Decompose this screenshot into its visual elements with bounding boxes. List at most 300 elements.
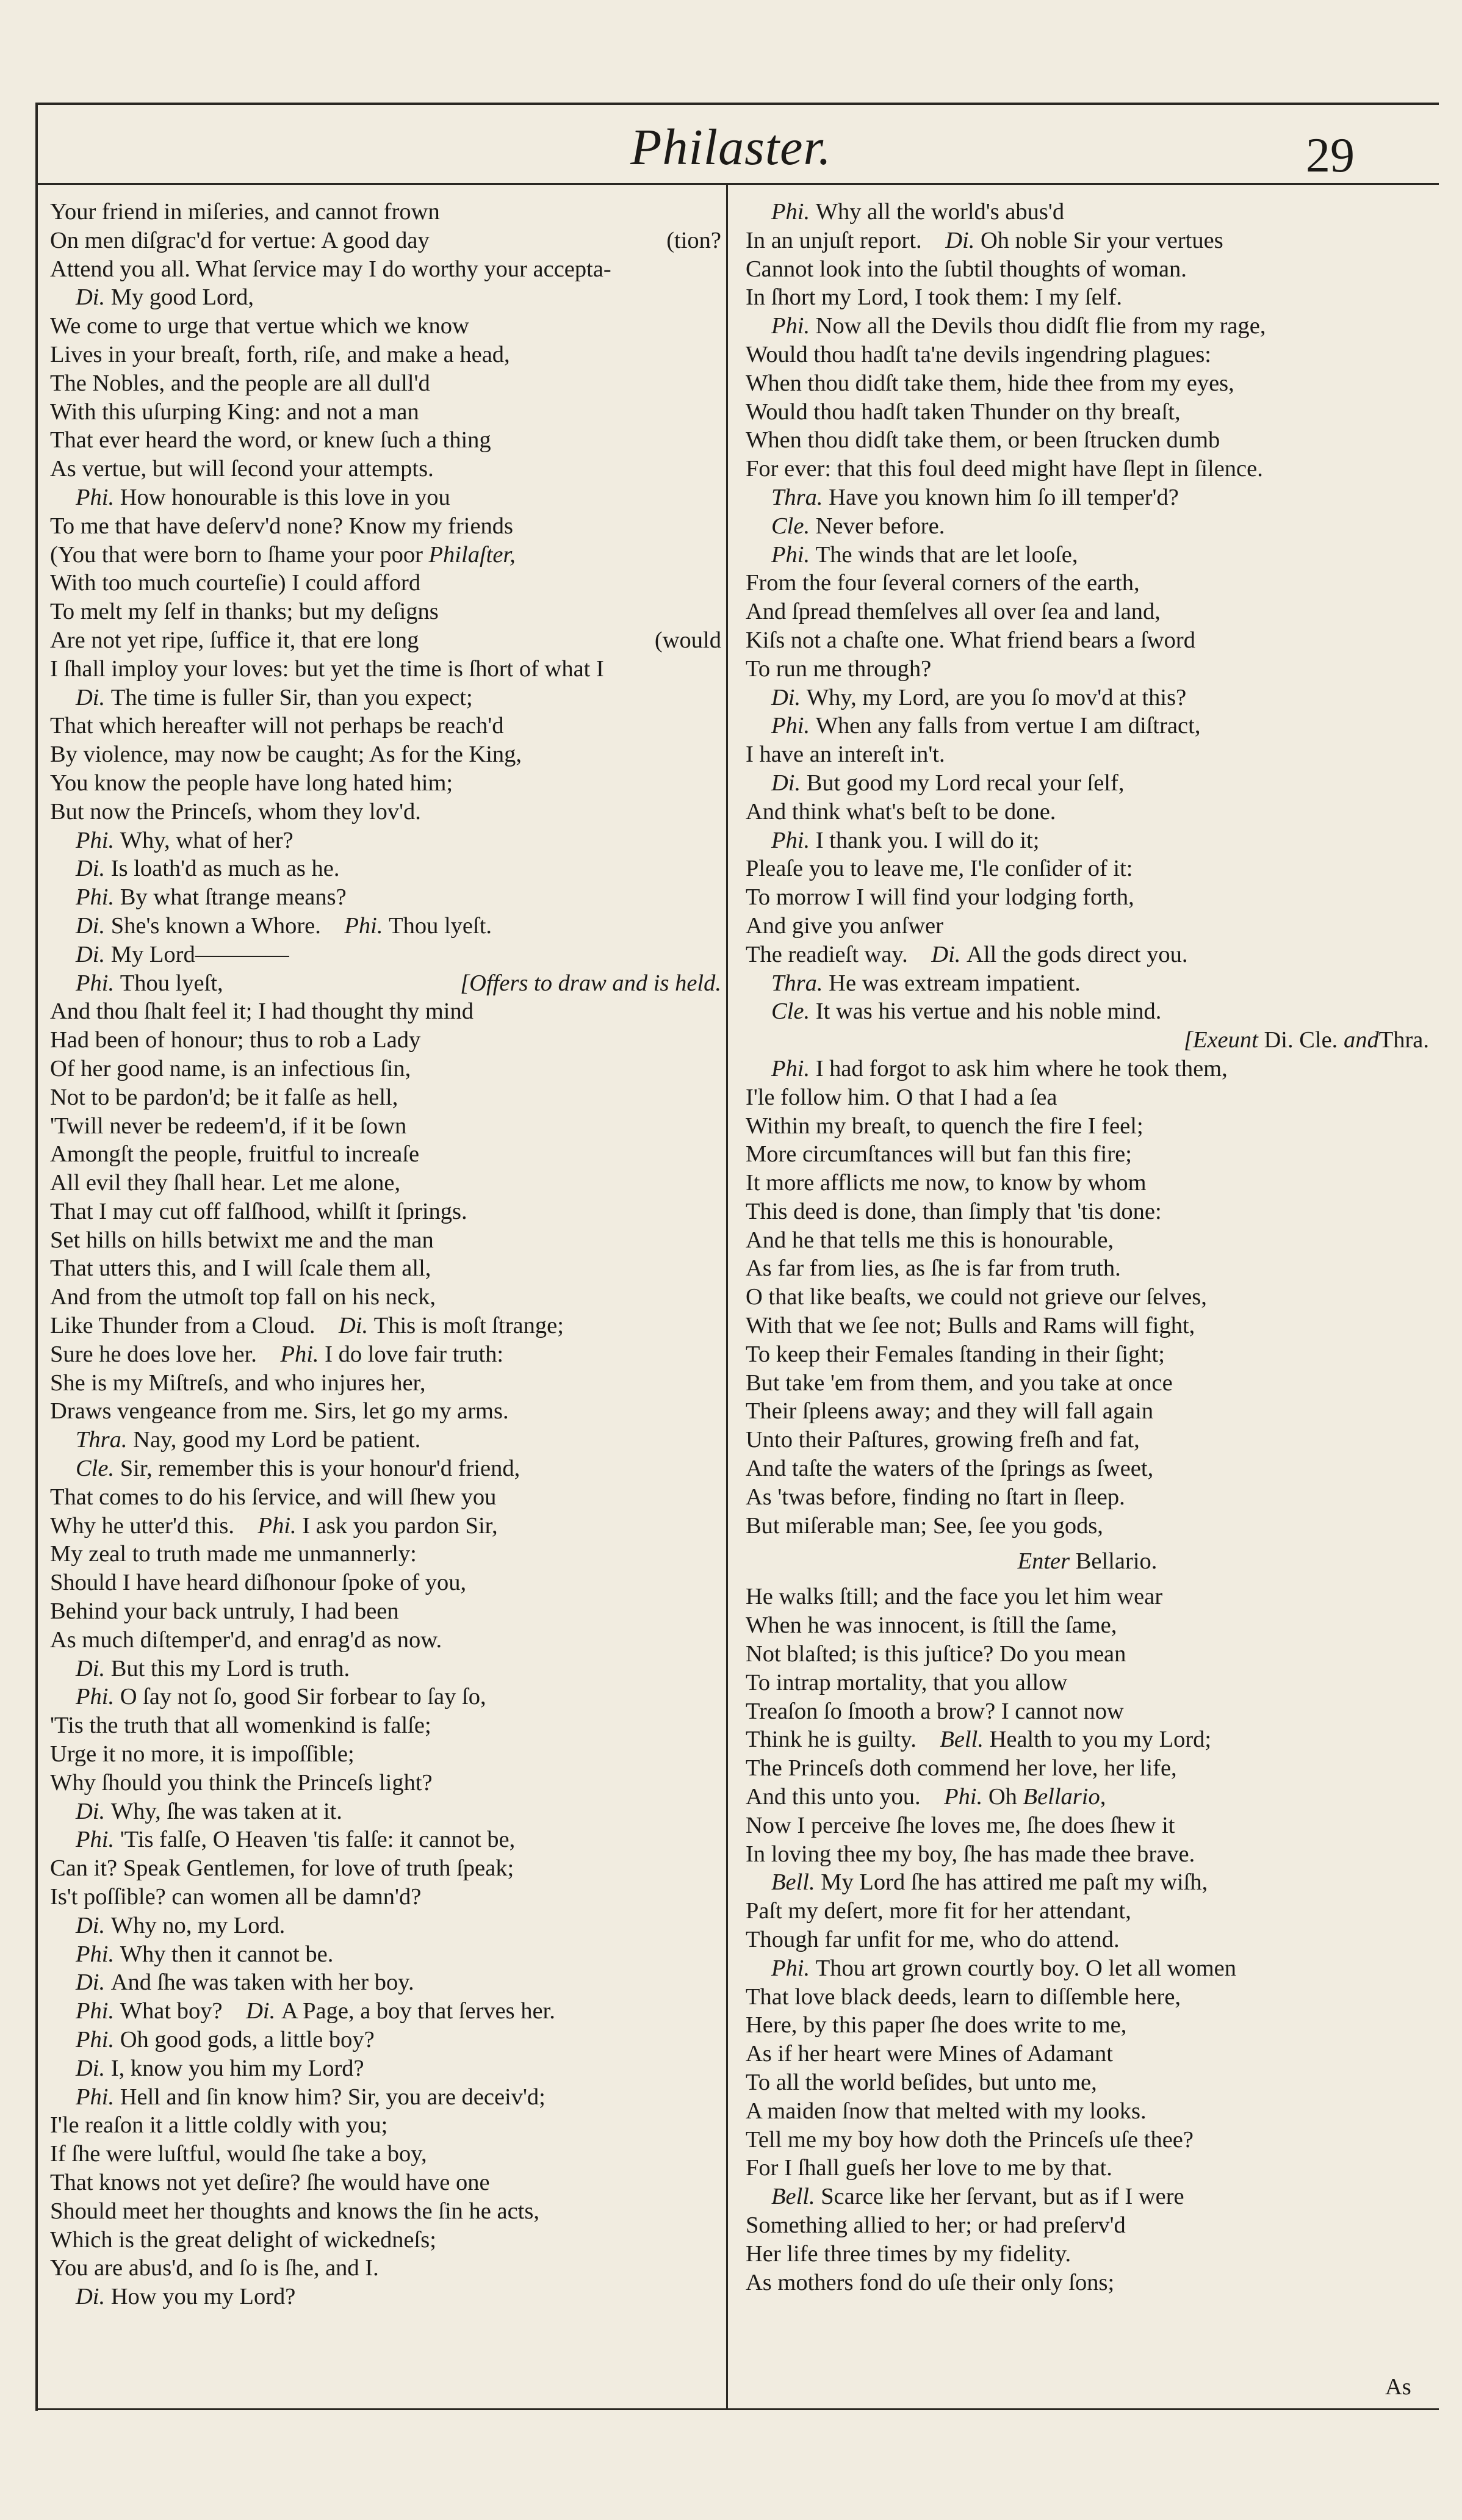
text-line (746, 1397, 1429, 1426)
speaker-prefix: Di. (76, 912, 111, 939)
text-line (746, 1169, 1429, 1197)
text-line (50, 684, 721, 712)
text-line (50, 226, 721, 255)
text-line (50, 883, 721, 912)
text-line (746, 483, 1429, 512)
verse-text: Like Thunder from a Cloud. (50, 1313, 315, 1339)
speaker-prefix: Phi. (944, 1784, 988, 1810)
verse-text: From the four ſeveral corners of the earth, (746, 570, 1140, 596)
verse-text: Cannot look into the ſubtil thoughts of woman. (746, 256, 1187, 282)
verse-text: To run me through? (746, 655, 932, 682)
text-line (50, 1055, 721, 1083)
text-line (50, 512, 721, 541)
speaker-prefix: Di. (771, 684, 807, 710)
speaker-prefix: Di. (76, 284, 111, 311)
text-line (50, 1283, 721, 1312)
text-line (746, 2154, 1429, 2182)
verse-text: Sure he does love her. (50, 1341, 257, 1367)
verse-text: Are not yet ripe, ſuffice it, that ere long (50, 627, 419, 653)
left-column (50, 198, 721, 2311)
verse-text: Nay, good my Lord be patient. (133, 1427, 421, 1453)
verse-text: Unto their Paſtures, growing freſh and fat, (746, 1427, 1140, 1453)
verse-text: Why, my Lord, are you ſo mov'd at this? (806, 684, 1187, 710)
text-line (50, 2254, 721, 2283)
text-line (50, 1312, 721, 1340)
text-line (50, 341, 721, 369)
verse-text: Of her good name, is an infectious ſin, (50, 1055, 411, 1081)
stage-direction: and (1343, 1027, 1379, 1053)
text-line (746, 1754, 1429, 1783)
verse-text: Treaſon ſo ſmooth a brow? I cannot now (746, 1698, 1124, 1724)
text-line (746, 2097, 1429, 2126)
text-line (746, 854, 1429, 883)
stage-direction: [Exeunt (1183, 1027, 1264, 1053)
verse-text: Urge it no more, it is impoſſible; (50, 1741, 355, 1767)
verse-text: Your friend in miſeries, and cannot frown (50, 199, 440, 225)
text-line (50, 1369, 721, 1398)
verse-text: In ſhort my Lord, I took them: I my ſelf. (746, 284, 1122, 311)
text-line (50, 1454, 721, 1483)
verse-text: O ſay not ſo, good Sir forbear to ſay ſo, (120, 1684, 486, 1710)
text-line (746, 1811, 1429, 1840)
verse-text: The time is fuller Sir, than you expect; (110, 684, 473, 710)
text-line (50, 940, 721, 969)
speaker-prefix: Di. (771, 770, 807, 796)
verse-text: And ſhe was taken with her boy. (110, 1969, 414, 1996)
top-rule (35, 103, 1439, 105)
text-line (50, 626, 721, 655)
text-line (746, 2126, 1429, 2154)
verse-text: That love black deeds, learn to diſſemble here, (746, 1984, 1181, 2010)
stage-direction: Enter (1017, 1548, 1076, 1575)
text-line (746, 2011, 1429, 2040)
verse-text: She's known a Whore. (110, 912, 321, 939)
verse-text: He walks ſtill; and the face you let him wear (746, 1584, 1163, 1610)
verse-text: Scarce like her ſervant, but as if I were (821, 2184, 1184, 2210)
text-line (50, 255, 721, 284)
verse-text: I'le reaſon it a little coldly with you; (50, 2112, 388, 2139)
verse-text: Her life three times by my fidelity. (746, 2240, 1071, 2267)
text-line (746, 740, 1429, 769)
verse-text: Think he is guilty. (746, 1727, 916, 1753)
text-line (50, 1254, 721, 1283)
verse-text: We come to urge that vertue which we know (50, 313, 469, 339)
verse-text: Why, what of her? (120, 827, 293, 853)
verse-text: More circumſtances will but fan this fire; (746, 1141, 1132, 1168)
verse-text: Now all the Devils thou didſt flie from my rage, (815, 313, 1266, 339)
verse-text: Which is the great delight of wickedneſs; (50, 2226, 436, 2253)
speaker-prefix: Di. (76, 1655, 111, 1681)
text-line (746, 426, 1429, 455)
text-line (746, 769, 1429, 798)
verse-text: Is't poſſible? can women all be damn'd? (50, 1884, 422, 1910)
text-line (746, 1283, 1429, 1312)
verse-text: Oh good gods, a little boy? (120, 2027, 375, 2052)
verse-text: Have you known him ſo ill temper'd? (829, 484, 1179, 510)
verse-text: With this uſurping King: and not a man (50, 399, 419, 425)
turnover-text: (tion? (666, 227, 721, 253)
text-line (50, 369, 721, 398)
text-line (50, 798, 721, 826)
text-line (746, 655, 1429, 684)
text-line (746, 1454, 1429, 1483)
verse-text: Hell and ſin know him? Sir, you are deceiv'd; (120, 2084, 546, 2110)
text-line (746, 2211, 1429, 2240)
text-line (746, 455, 1429, 483)
speaker-prefix: Phi. (76, 1941, 120, 1967)
text-line (50, 455, 721, 483)
verse-text: When thou didſt take them, hide thee from my eyes, (746, 370, 1234, 396)
verse-text: To me that have deſerv'd none? Know my friends (50, 513, 514, 539)
text-line (50, 2083, 721, 2112)
text-line (746, 1868, 1429, 1897)
text-line (50, 1597, 721, 1626)
verse-text: My zeal to truth made me unmannerly: (50, 1541, 417, 1567)
text-line (50, 912, 721, 940)
text-line (50, 1883, 721, 1912)
text-line (50, 283, 721, 312)
verse-text: I thank you. I will do it; (815, 827, 1040, 853)
verse-text: All the gods direct you. (967, 941, 1188, 967)
verse-text: This is moſt ſtrange; (373, 1313, 564, 1339)
verse-text: I ask you pardon Sir, (302, 1512, 498, 1539)
text-line (746, 541, 1429, 569)
speaker-prefix: Phi. (771, 713, 816, 739)
speaker-prefix: Phi. (76, 2027, 120, 2052)
verse-text: 'Tis falſe, O Heaven 'tis falſe: it cannot be, (120, 1827, 516, 1853)
verse-text: And give you anſwer (746, 912, 943, 939)
verse-text: 'Tis the truth that all womenkind is falſe; (50, 1713, 431, 1739)
speaker-prefix: Phi. (280, 1341, 325, 1367)
text-line (50, 2197, 721, 2226)
verse-text: Should I have heard diſhonour ſpoke of you, (50, 1570, 467, 1596)
text-line (50, 1026, 721, 1055)
text-line (50, 598, 721, 626)
text-line (746, 798, 1429, 826)
text-line (746, 997, 1429, 1026)
speaker-prefix: Bell. (771, 2184, 821, 2210)
text-line (746, 341, 1429, 369)
text-line (50, 1997, 721, 2026)
text-line (746, 1426, 1429, 1454)
speaker-prefix: Bell. (771, 1869, 821, 1896)
verse-text: Why ſhould you think the Princeſs light? (50, 1769, 433, 1796)
text-line (50, 1083, 721, 1112)
italic-name: Philaſter, (422, 541, 516, 568)
verse-text: Though far unfit for me, who do attend. (746, 1927, 1120, 1953)
verse-text: By what ſtrange means? (120, 884, 347, 911)
speaker-prefix: Cle. (771, 998, 816, 1025)
text-line (746, 398, 1429, 427)
verse-text: Now I perceive ſhe loves me, ſhe does ſhew it (746, 1812, 1175, 1838)
text-line (50, 1340, 721, 1369)
verse-text: My Lord ſhe has attired me paſt my wiſh, (821, 1869, 1208, 1896)
text-line (746, 2269, 1429, 2297)
text-line (746, 312, 1429, 341)
verse-text: And from the utmoſt top fall on his neck, (50, 1284, 436, 1310)
text-line (50, 1655, 721, 1683)
verse-text: That comes to do his ſervice, and will ſhew you (50, 1484, 497, 1510)
verse-text: I had forgot to ask him where he took them, (815, 1055, 1228, 1081)
speaker-prefix: Phi. (344, 912, 389, 939)
text-line (746, 1226, 1429, 1255)
text-line (746, 940, 1429, 969)
text-line (50, 1169, 721, 1197)
text-line (50, 1226, 721, 1255)
verse-text: As 'twas before, finding no ſtart in ſleep. (746, 1484, 1125, 1510)
verse-text: O that like beaſts, we could not grieve our ſelves, (746, 1284, 1207, 1310)
text-line (50, 483, 721, 512)
text-line (50, 1797, 721, 1826)
text-line (746, 1369, 1429, 1398)
speaker-prefix: Di. (76, 684, 111, 710)
verse-text: Sir, remember this is your honour'd friend, (120, 1456, 520, 1482)
speaker-prefix: Phi. (771, 1055, 816, 1081)
verse-text: It was his vertue and his noble mind. (815, 998, 1162, 1025)
text-line (746, 1926, 1429, 1954)
character-name: Thra. (1378, 1027, 1429, 1053)
speaker-prefix: Phi. (76, 827, 120, 853)
catchword: As (1385, 2374, 1411, 2400)
italic-name: Bellario, (1017, 1784, 1106, 1810)
verse-text: Had been of honour; thus to rob a Lady (50, 1027, 421, 1053)
text-line (50, 426, 721, 455)
text-line (746, 283, 1429, 312)
speaker-prefix: Phi. (76, 2084, 120, 2110)
text-line (50, 2283, 721, 2311)
verse-text: And this unto you. (746, 1784, 921, 1810)
text-line (746, 1254, 1429, 1283)
text-line (50, 655, 721, 684)
verse-text: The Princeſs doth commend her love, her life, (746, 1755, 1177, 1782)
verse-text: How you my Lord? (110, 2284, 296, 2310)
right-column (746, 198, 1429, 2297)
text-line (746, 712, 1429, 740)
verse-text: In an unjuſt report. (746, 227, 922, 253)
text-line (50, 712, 721, 740)
speaker-prefix: Phi. (76, 884, 120, 911)
verse-text: I ſhall imploy your loves: but yet the time is ſhort of what I (50, 655, 604, 682)
speaker-prefix: Di. (76, 1969, 111, 1996)
verse-text: Tell me my boy how doth the Princeſs uſe thee? (746, 2126, 1194, 2153)
text-line (50, 1740, 721, 1769)
character-name: Bellario. (1075, 1548, 1158, 1575)
verse-text: But this my Lord is truth. (110, 1655, 350, 1681)
text-line (746, 598, 1429, 626)
verse-text: Can it? Speak Gentlemen, for love of truth ſpeak; (50, 1855, 514, 1882)
text-line (50, 1626, 721, 1655)
verse-text: Attend you all. What ſervice may I do worthy your accepta- (50, 256, 611, 282)
verse-text: 'Twill never be redeem'd, if it be ſown (50, 1113, 407, 1139)
text-line (50, 398, 721, 427)
verse-text: But now the Princeſs, whom they lov'd. (50, 798, 421, 825)
verse-text: Not blaſted; is this juſtice? Do you mean (746, 1641, 1126, 1667)
text-line (50, 1825, 721, 1854)
verse-text: The readieſt way. (746, 941, 908, 967)
speaker-prefix: Thra. (771, 970, 829, 996)
speaker-prefix: Di. (76, 941, 111, 967)
verse-text: I do love fair truth: (325, 1341, 504, 1367)
verse-text: Paſt my deſert, more fit for her attendant, (746, 1898, 1131, 1924)
speaker-prefix: Di. (246, 1998, 281, 2024)
verse-text: When he was innocent, is ſtill the ſame, (746, 1612, 1117, 1639)
verse-text: Within my breaſt, to quench the fire I feel; (746, 1113, 1143, 1139)
verse-text: Is loath'd as much as he. (110, 856, 340, 882)
text-line (50, 1968, 721, 1997)
verse-text: And thou ſhalt feel it; I had thought thy mind (50, 998, 474, 1025)
text-line (50, 2054, 721, 2083)
verse-text: My good Lord, (110, 284, 254, 311)
speaker-prefix: Phi. (76, 1998, 120, 2024)
verse-text: She is my Miſtreſs, and who injures her, (50, 1370, 426, 1396)
text-line (746, 1725, 1429, 1754)
verse-text: My Lord———— (110, 941, 289, 967)
text-line (746, 1640, 1429, 1669)
verse-text: And he that tells me this is honourable, (746, 1227, 1114, 1253)
verse-text: Draws vengeance from me. Sirs, let go my arms. (50, 1398, 509, 1424)
verse-text: He was extream impatient. (829, 970, 1081, 996)
speaker-prefix: Di. (76, 2284, 111, 2310)
speaker-prefix: Cle. (76, 1456, 120, 1482)
speaker-prefix: Bell. (940, 1727, 990, 1753)
verse-text: Lives in your breaſt, forth, riſe, and make a head, (50, 341, 510, 367)
text-line (746, 198, 1429, 226)
verse-text: This deed is done, than ſimply that 'tis done: (746, 1198, 1162, 1224)
verse-text: The winds that are let looſe, (815, 541, 1078, 568)
verse-text: Thou lyeſt. (389, 912, 492, 939)
verse-text: For ever: that this foul deed might have ſlept in ſilence. (746, 456, 1263, 482)
text-line (50, 312, 721, 341)
text-line (50, 1912, 721, 1940)
text-line (746, 969, 1429, 998)
text-line (50, 1140, 721, 1169)
verse-text: Set hills on hills betwixt me and the man (50, 1227, 434, 1253)
text-line (746, 1540, 1429, 1583)
text-line (50, 769, 721, 798)
verse-text: When any falls from vertue I am diſtract, (815, 713, 1201, 739)
verse-text: As vertue, but will ſecond your attempts. (50, 456, 434, 482)
text-line (746, 369, 1429, 398)
text-line (746, 1840, 1429, 1869)
verse-text: That I may cut off falſhood, whilſt it ſprings. (50, 1198, 467, 1224)
verse-text: Never before. (815, 513, 945, 539)
speaker-prefix: Phi. (771, 1955, 816, 1981)
verse-text: If ſhe were luſtful, would ſhe take a boy, (50, 2141, 427, 2167)
verse-text: That ever heard the word, or knew ſuch a thing (50, 427, 491, 453)
verse-text: Here, by this paper ſhe does write to me, (746, 2012, 1127, 2038)
text-line (746, 826, 1429, 855)
verse-text: That utters this, and I will ſcale them all, (50, 1255, 431, 1282)
column-divider (726, 185, 728, 2408)
verse-text: But miſerable man; See, ſee you gods, (746, 1512, 1103, 1539)
verse-text: Amongſt the people, fruitful to increaſe (50, 1141, 420, 1168)
text-line (746, 1140, 1429, 1169)
verse-text: Why then it cannot be. (120, 1941, 334, 1967)
text-line (50, 1197, 721, 1226)
verse-text: I'le follow him. O that I had a ſea (746, 1084, 1057, 1110)
speaker-prefix: Phi. (76, 1827, 120, 1853)
text-line (746, 1983, 1429, 2012)
verse-text: As far from lies, as ſhe is far from truth. (746, 1255, 1121, 1282)
text-line (746, 1611, 1429, 1640)
verse-text: Why he utter'd this. (50, 1512, 235, 1539)
verse-text: With that we ſee not; Bulls and Rams will fight, (746, 1313, 1195, 1339)
text-line (50, 1854, 721, 1883)
text-line (50, 826, 721, 855)
verse-text: When thou didſt take them, or been ſtrucken dumb (746, 427, 1220, 453)
verse-text: To intrap mortality, that you allow (746, 1669, 1068, 1695)
verse-text: A maiden ſnow that melted with my looks. (746, 2098, 1147, 2124)
header-rule (35, 183, 1439, 185)
verse-text: That which hereafter will not perhaps be reach'd (50, 713, 504, 739)
verse-text: Health to you my Lord; (989, 1727, 1212, 1753)
speaker-prefix: Di. (931, 941, 967, 967)
text-line (746, 684, 1429, 712)
text-line (50, 2168, 721, 2197)
verse-text: In loving thee my boy, ſhe has made thee brave. (746, 1841, 1195, 1867)
speaker-prefix: Di. (76, 1798, 111, 1824)
verse-text: As mothers fond do uſe their only ſons; (746, 2269, 1115, 2295)
text-line (50, 969, 721, 998)
verse-text: That knows not yet deſire? ſhe would have one (50, 2169, 490, 2195)
left-frame-rule (35, 104, 38, 2411)
text-line (50, 2111, 721, 2140)
speaker-prefix: Phi. (771, 541, 816, 568)
verse-text: With too much courteſie) I could afford (50, 570, 421, 596)
speaker-prefix: Thra. (76, 1427, 134, 1453)
speaker-prefix: Phi. (76, 484, 120, 510)
verse-text: Would thou hadſt ta'ne devils ingendring plagues: (746, 341, 1212, 367)
text-line (746, 1954, 1429, 1983)
verse-text: Should meet her thoughts and knows the ſin he acts, (50, 2198, 539, 2224)
verse-text: On men diſgrac'd for vertue: A good day (50, 227, 430, 253)
speaker-prefix: Phi. (257, 1512, 303, 1539)
text-line (746, 1340, 1429, 1369)
verse-text: To morrow I will find your lodging forth, (746, 884, 1134, 911)
verse-text: Why, ſhe was taken at it. (110, 1798, 342, 1824)
running-title: Philaster. (630, 119, 832, 176)
verse-text: I, know you him my Lord? (110, 2055, 364, 2081)
text-line (50, 1483, 721, 1512)
verse-text: Oh (988, 1784, 1017, 1810)
text-line (746, 1512, 1429, 1540)
verse-text: To keep their Females ſtanding in their ſight; (746, 1341, 1165, 1367)
verse-text: Pleaſe you to leave me, I'le conſider of it: (746, 856, 1133, 882)
text-line (746, 1783, 1429, 1811)
verse-text: How honourable is this love in you (120, 484, 450, 510)
turnover-text: (would (654, 627, 721, 653)
text-line (50, 1683, 721, 1711)
speaker-prefix: Di. (945, 227, 981, 253)
text-line (50, 569, 721, 598)
speaker-prefix: Di. (338, 1313, 374, 1339)
text-line (746, 883, 1429, 912)
text-line (746, 1583, 1429, 1611)
text-line (746, 2068, 1429, 2097)
verse-text: The Nobles, and the people are all dull'd (50, 370, 430, 396)
text-line (50, 1426, 721, 1454)
text-line (746, 2182, 1429, 2211)
text-line (50, 1940, 721, 1969)
verse-text: By violence, may now be caught; As for the King, (50, 742, 522, 768)
text-line (746, 626, 1429, 655)
verse-text: What boy? (120, 1998, 223, 2024)
text-line (746, 1112, 1429, 1141)
text-line (746, 1083, 1429, 1112)
text-line (50, 740, 721, 769)
verse-text: But take 'em from them, and you take at once (746, 1370, 1173, 1396)
verse-text: And ſpread themſelves all over ſea and land, (746, 599, 1161, 625)
